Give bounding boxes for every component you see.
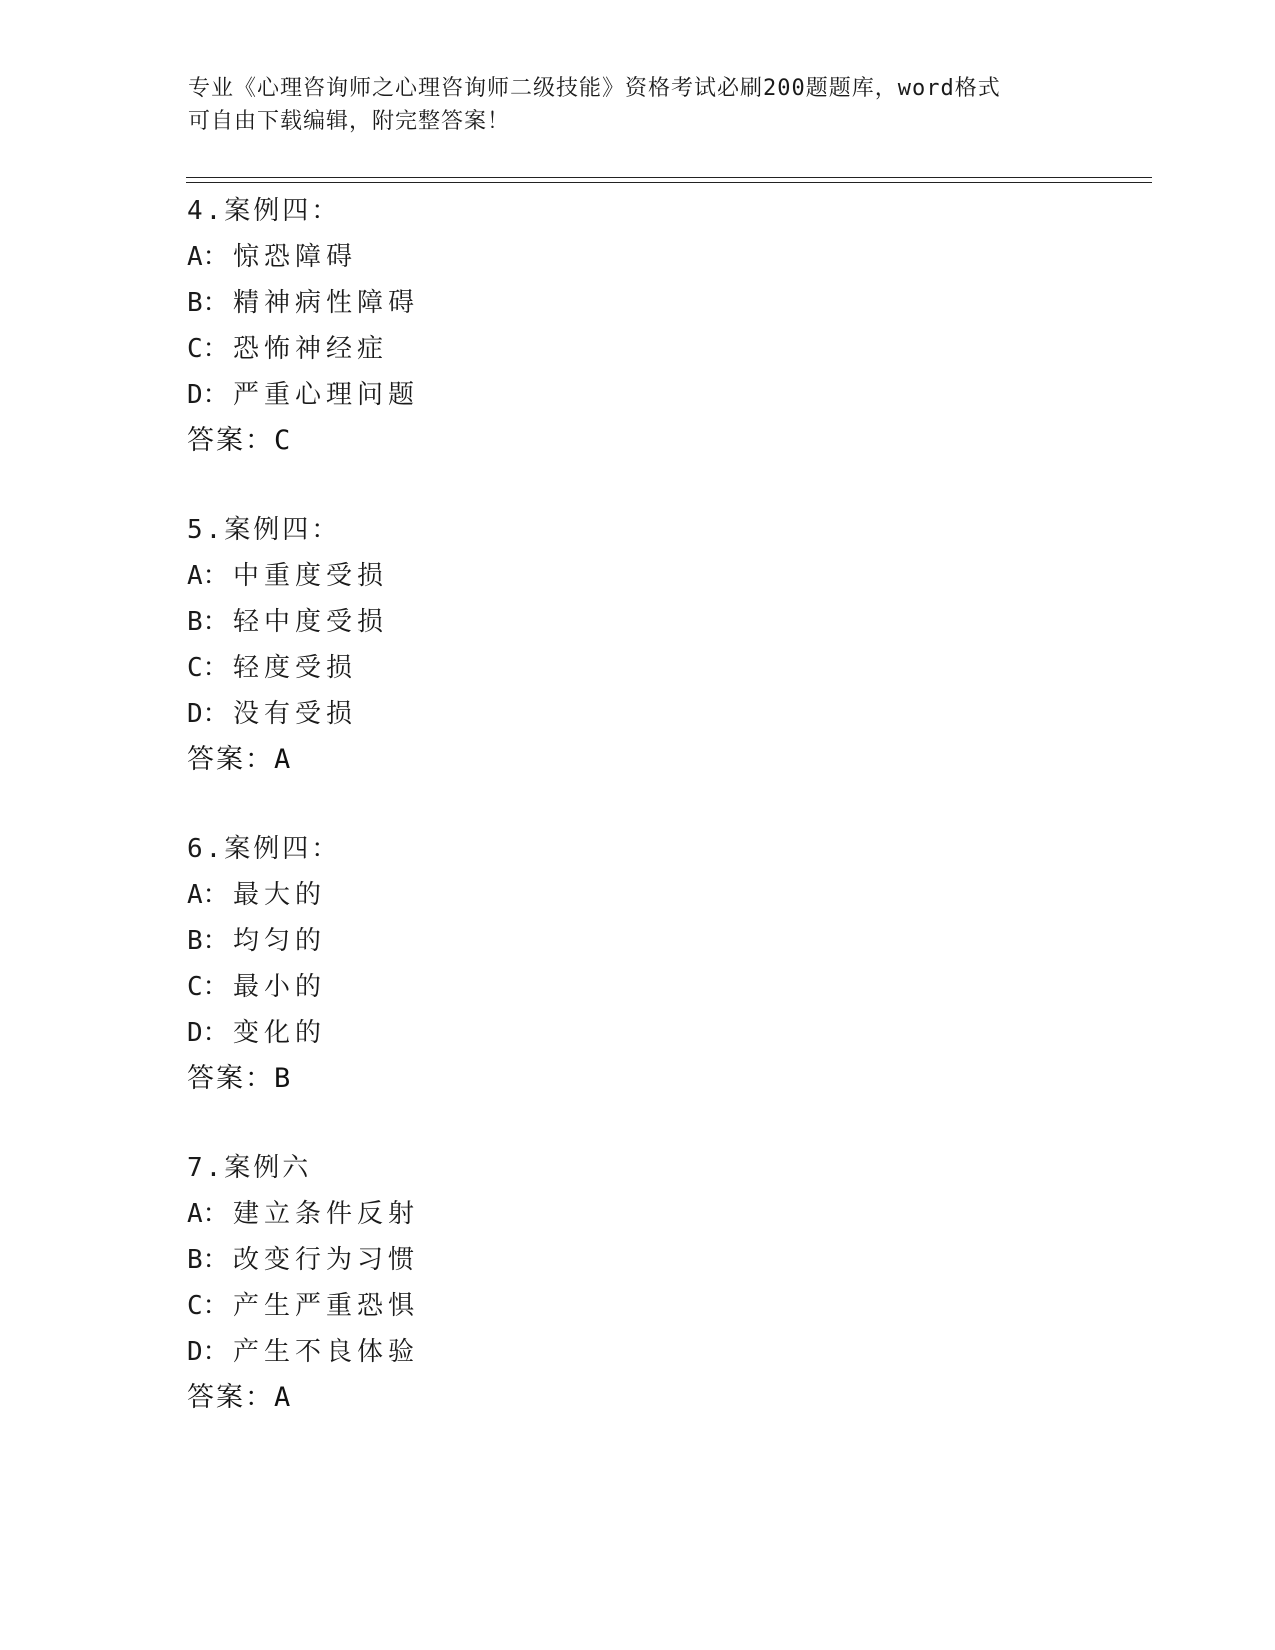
- option-letter: D：: [187, 380, 229, 410]
- option-letter: D：: [187, 699, 229, 729]
- option-letter: C：: [187, 653, 229, 683]
- option-a: [187, 553, 887, 599]
- answer-label: 答案：: [187, 425, 274, 456]
- option-text: 均匀的: [233, 926, 327, 956]
- option-text: 中重度受损: [233, 561, 389, 591]
- option-d: [187, 1010, 887, 1056]
- header-line-1: 专业《心理咨询师之心理咨询师二级技能》资格考试必刷200题题库，word格式: [188, 76, 1001, 101]
- question-title: 4.案例四：: [187, 196, 341, 226]
- option-text: 产生不良体验: [233, 1337, 420, 1367]
- question-title: 5.案例四：: [187, 515, 341, 545]
- option-b: [187, 599, 887, 645]
- option-a: [187, 1191, 887, 1237]
- question-title: 7.案例六: [187, 1153, 312, 1183]
- question-block: [187, 1145, 887, 1421]
- question-block: [187, 507, 887, 783]
- option-c: [187, 326, 887, 372]
- option-text: 建立条件反射: [233, 1199, 420, 1229]
- option-text: 轻度受损: [233, 653, 358, 683]
- option-letter: B：: [187, 926, 229, 956]
- option-b: [187, 918, 887, 964]
- option-c: [187, 1283, 887, 1329]
- option-text: 最小的: [233, 972, 327, 1002]
- option-d: [187, 1329, 887, 1375]
- option-letter: C：: [187, 972, 229, 1002]
- answer-value: B: [274, 1063, 293, 1094]
- answer-label: 答案：: [187, 1382, 274, 1413]
- option-letter: A：: [187, 1199, 229, 1229]
- question-title: 6.案例四：: [187, 834, 341, 864]
- option-letter: A：: [187, 880, 229, 910]
- option-text: 精神病性障碍: [233, 288, 420, 318]
- option-text: 产生严重恐惧: [233, 1291, 420, 1321]
- option-text: 严重心理问题: [233, 380, 420, 410]
- answer-line: [187, 1375, 887, 1421]
- option-c: [187, 645, 887, 691]
- option-letter: A：: [187, 242, 229, 272]
- answer-value: A: [274, 744, 293, 775]
- option-text: 最大的: [233, 880, 327, 910]
- option-letter: C：: [187, 1291, 229, 1321]
- option-d: [187, 372, 887, 418]
- option-letter: B：: [187, 1245, 229, 1275]
- header-line-2: 可自由下载编辑，附完整答案！: [188, 109, 511, 134]
- answer-line: [187, 418, 887, 464]
- option-c: [187, 964, 887, 1010]
- answer-value: C: [274, 425, 293, 456]
- option-a: [187, 872, 887, 918]
- option-text: 变化的: [233, 1018, 327, 1048]
- option-text: 惊恐障碍: [233, 242, 358, 272]
- header-divider-bottom: [186, 182, 1152, 183]
- option-letter: B：: [187, 607, 229, 637]
- document-header: [188, 72, 1088, 138]
- option-text: 轻中度受损: [233, 607, 389, 637]
- option-d: [187, 691, 887, 737]
- option-text: 恐怖神经症: [233, 334, 389, 364]
- option-letter: A：: [187, 561, 229, 591]
- answer-label: 答案：: [187, 1063, 274, 1094]
- option-b: [187, 280, 887, 326]
- question-block: [187, 826, 887, 1102]
- answer-label: 答案：: [187, 744, 274, 775]
- answer-line: [187, 737, 887, 783]
- option-b: [187, 1237, 887, 1283]
- answer-value: A: [274, 1382, 293, 1413]
- option-a: [187, 234, 887, 280]
- answer-line: [187, 1056, 887, 1102]
- option-text: 改变行为习惯: [233, 1245, 420, 1275]
- question-block: [187, 188, 887, 464]
- option-letter: D：: [187, 1018, 229, 1048]
- option-text: 没有受损: [233, 699, 358, 729]
- option-letter: B：: [187, 288, 229, 318]
- header-divider-top: [186, 177, 1152, 178]
- option-letter: C：: [187, 334, 229, 364]
- option-letter: D：: [187, 1337, 229, 1367]
